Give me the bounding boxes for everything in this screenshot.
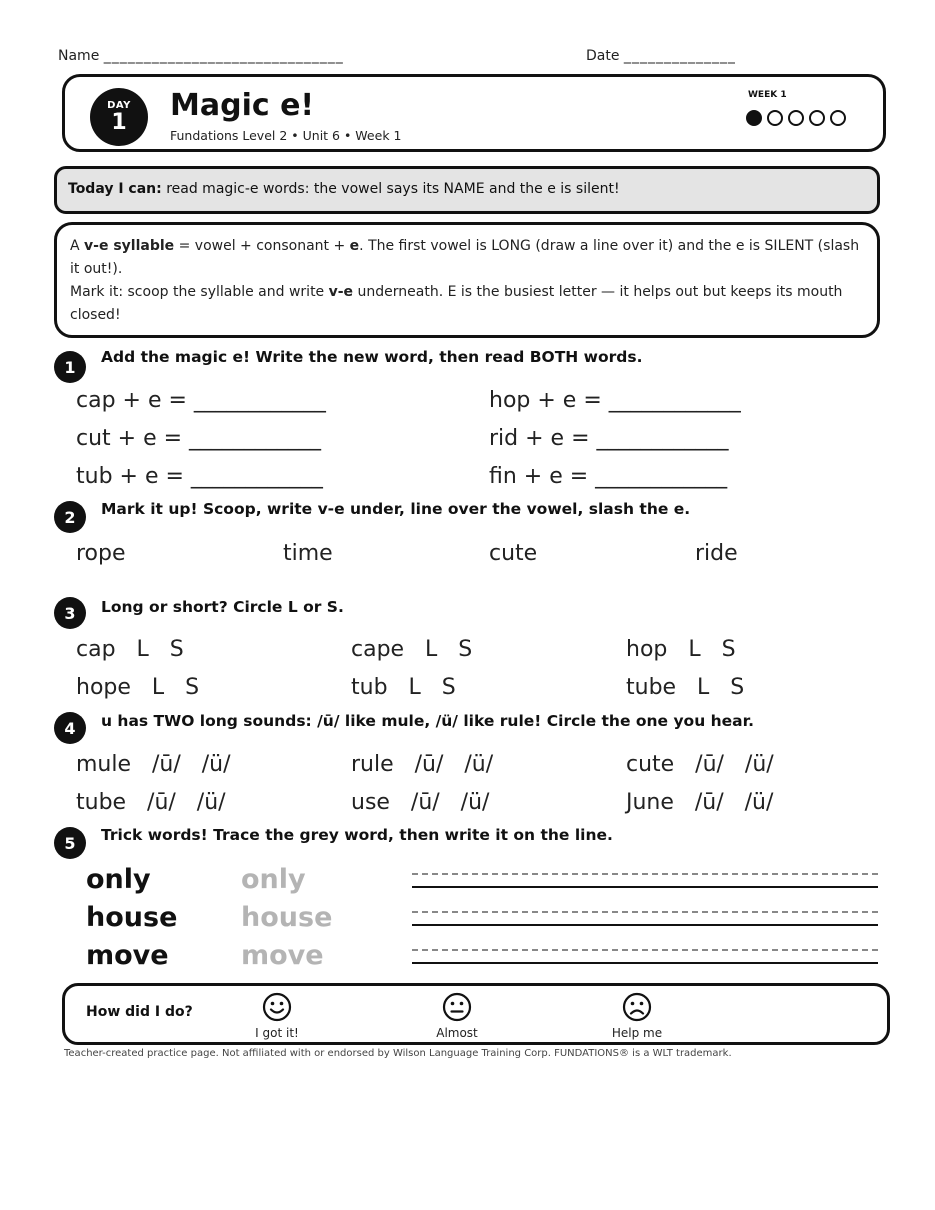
reflection-option-almost[interactable] — [442, 992, 472, 1026]
trick-word: house — [86, 902, 178, 933]
goal-box — [54, 166, 880, 214]
q3-item[interactable]: cape L S — [351, 637, 473, 662]
writing-line[interactable] — [412, 962, 878, 964]
name-blank: ______________________________ — [103, 48, 344, 64]
q1-item[interactable]: rid + e = ____________ — [489, 426, 729, 451]
rule-text: = vowel + consonant + — [174, 238, 350, 254]
q2-word[interactable]: rope — [76, 541, 126, 566]
rule-term: e — [349, 238, 360, 254]
week-progress — [746, 110, 846, 126]
writing-line-dashed — [412, 873, 878, 875]
rule-line-2 — [70, 281, 864, 327]
rule-text: underneath. E is the busiest letter — it helps out but keeps its mouth closed! — [70, 284, 843, 323]
q2-word[interactable]: cute — [489, 541, 538, 566]
name-field[interactable] — [58, 48, 344, 64]
week-label: WEEK 1 — [748, 90, 787, 100]
date-blank: ______________ — [623, 48, 736, 64]
week-progress-dot — [767, 110, 783, 126]
rule-term: v-e — [328, 284, 354, 300]
neutral-face-icon — [442, 992, 472, 1022]
question-number: 4 — [54, 712, 86, 744]
q1-item[interactable]: fin + e = ____________ — [489, 464, 728, 489]
question-prompt: u has TWO long sounds: /ū/ like mule, /ü/ like rule! Circle the one you hear. — [101, 712, 754, 730]
smiling-face-icon — [262, 992, 292, 1022]
q4-item[interactable]: mule /ū/ /ü/ — [76, 752, 231, 777]
reflection-label: Almost — [436, 1026, 478, 1040]
q4-item[interactable]: rule /ū/ /ü/ — [351, 752, 494, 777]
trick-word: only — [86, 864, 151, 895]
disclaimer: Teacher-created practice page. Not affiliated with or endorsed by Wilson Language Training Corp. FUNDATIONS® is a WLT trademark. — [64, 1048, 732, 1059]
reflection-label: I got it! — [255, 1026, 299, 1040]
page-subtitle: Fundations Level 2 • Unit 6 • Week 1 — [170, 128, 402, 143]
question-prompt: Trick words! Trace the grey word, then write it on the line. — [101, 826, 613, 844]
goal-text: read magic-e words: the vowel says its NAME and the e is silent! — [161, 181, 620, 197]
rule-text: Mark it: scoop the syllable and write — [70, 284, 329, 300]
q3-item[interactable]: tub L S — [351, 675, 456, 700]
reflection-prompt: How did I do? — [86, 1004, 193, 1020]
reflection-option-help-me[interactable] — [622, 992, 652, 1026]
goal-prefix: Today I can: — [68, 181, 162, 197]
reflection-label: Help me — [611, 1026, 663, 1040]
reflection-option-got-it[interactable] — [262, 992, 292, 1026]
writing-line[interactable] — [412, 886, 878, 888]
rule-box — [54, 222, 880, 338]
q2-word[interactable]: time — [283, 541, 333, 566]
name-label: Name — [58, 48, 100, 64]
rule-text: . The first vowel is LONG (draw a line over it) and the e is SILENT (slash it out!). — [70, 238, 860, 277]
week-progress-dot — [788, 110, 804, 126]
date-field[interactable] — [586, 48, 736, 64]
rule-line-1 — [70, 235, 864, 281]
question-number: 2 — [54, 501, 86, 533]
day-label: DAY — [107, 100, 131, 111]
q1-item[interactable]: hop + e = ____________ — [489, 388, 741, 413]
question-number: 5 — [54, 827, 86, 859]
rule-text: A — [70, 238, 85, 254]
q3-item[interactable]: tube L S — [626, 675, 745, 700]
q3-item[interactable]: cap L S — [76, 637, 184, 662]
q3-item[interactable]: hop L S — [626, 637, 736, 662]
trace-word[interactable]: only — [241, 864, 306, 895]
writing-line[interactable] — [412, 924, 878, 926]
q1-item[interactable]: cut + e = ____________ — [76, 426, 322, 451]
week-progress-dot — [746, 110, 762, 126]
q1-item[interactable]: tub + e = ____________ — [76, 464, 323, 489]
date-label: Date — [586, 48, 620, 64]
writing-line-dashed — [412, 911, 878, 913]
week-progress-dot — [830, 110, 846, 126]
question-number: 3 — [54, 597, 86, 629]
trick-word: move — [86, 940, 169, 971]
q1-item[interactable]: cap + e = ____________ — [76, 388, 326, 413]
q4-item[interactable]: June /ū/ /ü/ — [626, 790, 774, 815]
q2-word[interactable]: ride — [695, 541, 738, 566]
q4-item[interactable]: tube /ū/ /ü/ — [76, 790, 226, 815]
question-prompt: Mark it up! Scoop, write v-e under, line over the vowel, slash the e. — [101, 500, 691, 518]
rule-term: v-e syllable — [84, 238, 175, 254]
trace-word[interactable]: house — [241, 902, 333, 933]
trace-word[interactable]: move — [241, 940, 324, 971]
week-progress-dot — [809, 110, 825, 126]
question-prompt: Long or short? Circle L or S. — [101, 598, 344, 616]
q4-item[interactable]: use /ū/ /ü/ — [351, 790, 490, 815]
question-number: 1 — [54, 351, 86, 383]
question-prompt: Add the magic e! Write the new word, then read BOTH words. — [101, 348, 643, 366]
page-title: Magic e! — [170, 88, 315, 123]
frowning-face-icon — [622, 992, 652, 1022]
day-badge — [90, 88, 148, 146]
q3-item[interactable]: hope L S — [76, 675, 200, 700]
writing-line-dashed — [412, 949, 878, 951]
day-number: 1 — [111, 110, 127, 135]
q4-item[interactable]: cute /ū/ /ü/ — [626, 752, 774, 777]
